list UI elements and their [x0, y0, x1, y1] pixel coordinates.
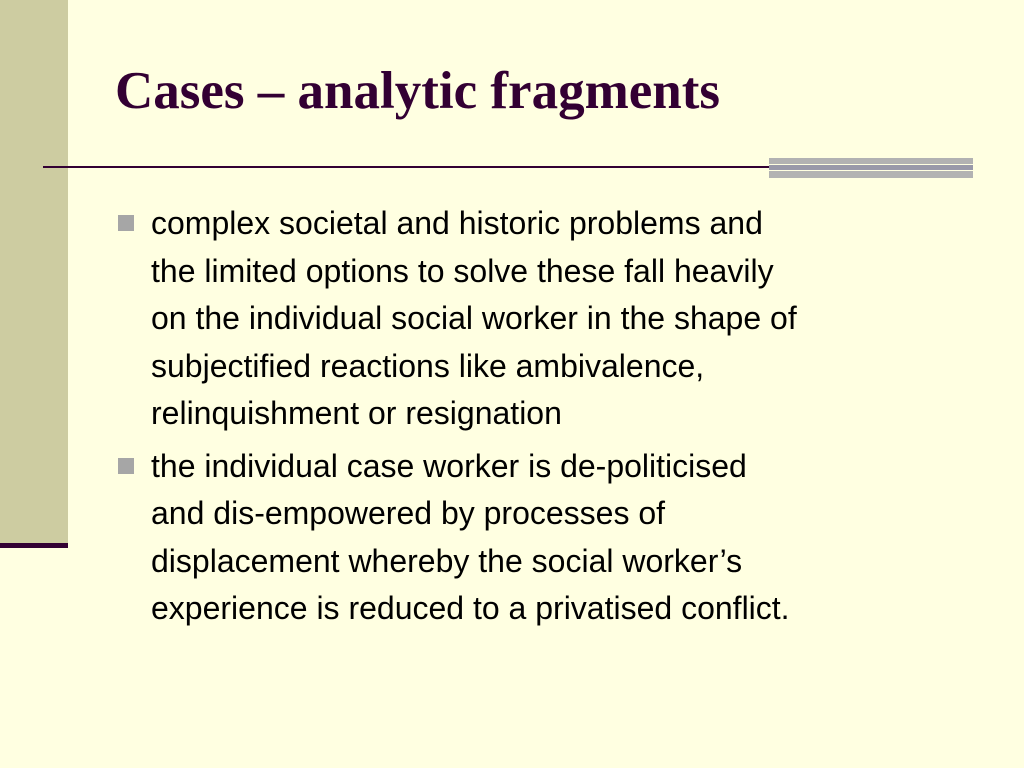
- title-divider-line: [43, 166, 783, 168]
- slide-title: Cases – analytic fragments: [115, 62, 720, 120]
- bullet-1-line-1: complex societal and historic problems and: [151, 205, 763, 241]
- bullet-2-line-1: the individual case worker is de-politicised: [151, 447, 747, 484]
- bullet-item-2: [115, 443, 975, 633]
- bullet-list: [115, 200, 975, 638]
- square-bullet-icon: [118, 215, 134, 231]
- accent-stripe-middle: [769, 165, 973, 170]
- left-band-rule: [0, 543, 68, 548]
- bullet-2-line-4: experience is reduced to a privatised conflict.: [151, 590, 790, 626]
- bullet-1-line-5: relinquishment or resignation: [151, 395, 562, 431]
- bullet-2-line-2: and dis-empowered by processes of: [151, 495, 666, 531]
- accent-stripe-top: [769, 158, 973, 164]
- square-bullet-icon: [118, 458, 134, 474]
- bullet-1-line-3: on the individual social worker in the shape of: [151, 300, 797, 336]
- left-decorative-band: [0, 0, 68, 544]
- bullet-item-1: [115, 200, 975, 438]
- bullet-1-line-4: subjectified reactions like ambivalence,: [151, 347, 705, 384]
- title-accent-stripes: [769, 158, 973, 179]
- accent-stripe-bottom: [769, 171, 973, 178]
- bullet-2-line-3: displacement whereby the social worker’s: [151, 542, 743, 579]
- bullet-1-line-2: the limited options to solve these fall heavily: [151, 252, 774, 289]
